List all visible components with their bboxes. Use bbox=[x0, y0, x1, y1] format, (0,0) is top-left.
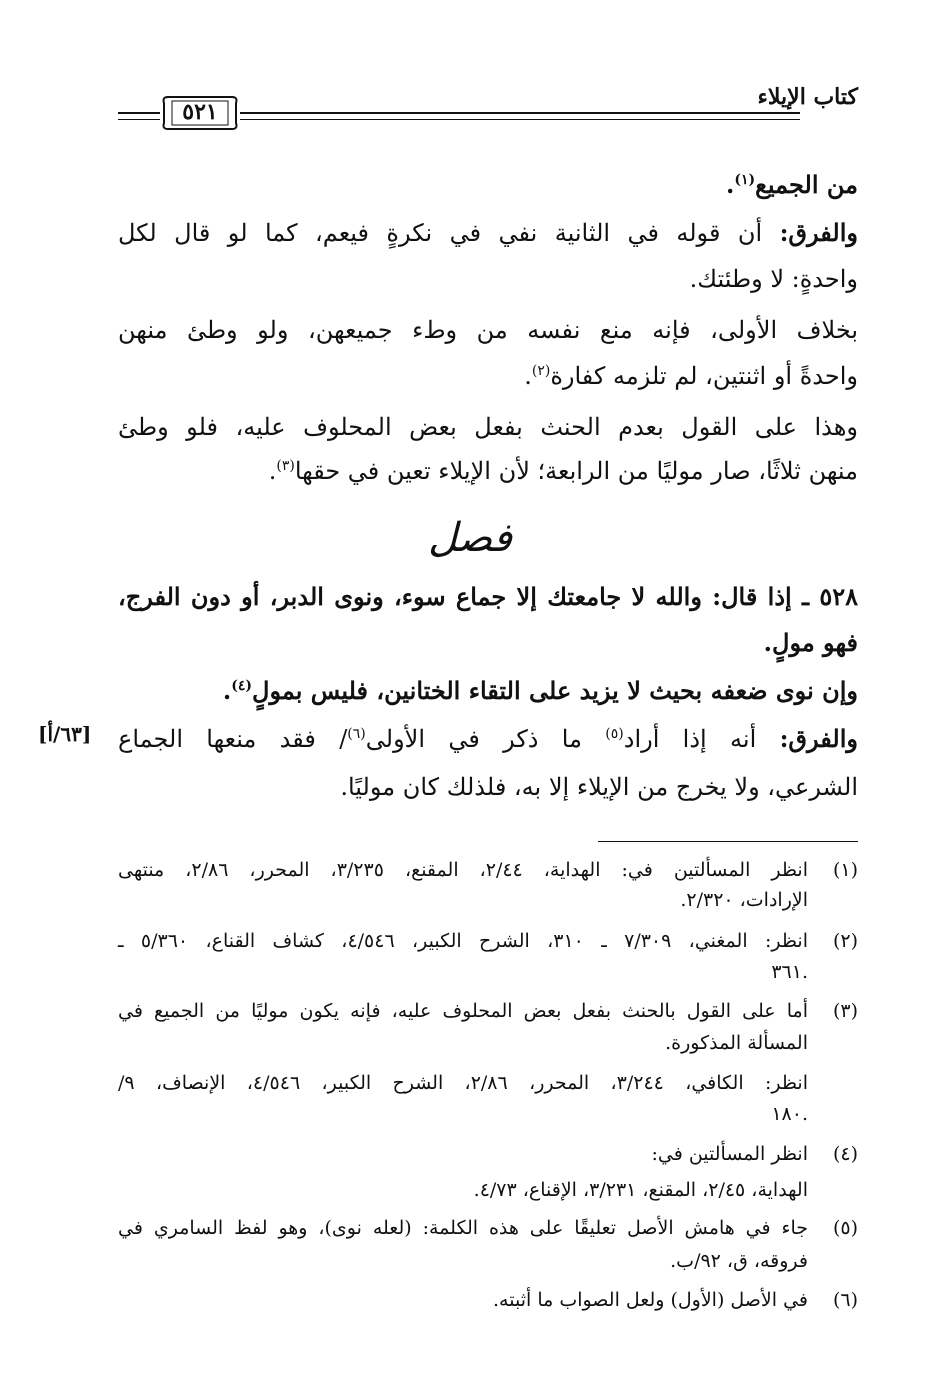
issue-528-line-3: وإن نوى ضعفه بحيث لا يزيد على التقاء الختانين، فليس بمولٍ$^{(٤)}$. bbox=[222, 676, 858, 705]
issue-528-line-2: فهو مولٍ. bbox=[763, 628, 858, 657]
footnote-number-2: (٢) bbox=[832, 930, 858, 952]
footnote-ref: (٦) bbox=[347, 726, 366, 742]
footnote-number-1: (١) bbox=[832, 859, 858, 881]
footnote-4-line-2: الهداية، ٢/٤٥، المقنع، ٣/٢٣١، الإقناع، ٤/٧٣. bbox=[473, 1179, 808, 1201]
difference-label: والفرق: bbox=[779, 218, 858, 247]
footnote-number-4: (٤) bbox=[832, 1143, 858, 1165]
footnote-5-line-1: جاء في هامش الأصل تعليقًا على هذه الكلمة: (لعله نوى)، وهو لفظ السامري في bbox=[118, 1217, 808, 1239]
text-line-7: منهن ثلاثًا، صار موليًا من الرابعة؛ لأن الإيلاء تعين في حقها$^{(٣)}$. bbox=[268, 457, 858, 485]
footnote-ref: (٤) bbox=[231, 678, 253, 694]
page-number-frame bbox=[160, 93, 240, 133]
text-line-11: والفرق: أنه إذا أراد$^{(٥)}$ ما ذكر في الأولى$^{(٦)}$/ فقد منعها الجماع bbox=[118, 724, 858, 753]
footnote-ref: (٥) bbox=[605, 726, 624, 742]
manuscript-folio-ref: [٦٣/أ] bbox=[38, 722, 92, 746]
footnote-4-line-1: انظر المسألتين في: bbox=[651, 1143, 808, 1165]
footnote-separator bbox=[598, 841, 858, 842]
footnote-number-5: (٥) bbox=[832, 1217, 858, 1239]
difference-label: والفرق: bbox=[779, 724, 858, 753]
footnote-number-3: (٣) bbox=[832, 1000, 858, 1022]
text-line-4: بخلاف الأولى، فإنه منع نفسه من وطء جميعهن، ولو وطئ منهن bbox=[118, 316, 858, 344]
footnote-ref: (٣) bbox=[276, 458, 295, 474]
header-rule bbox=[240, 112, 800, 114]
section-heading-fasl: فصل bbox=[427, 515, 513, 561]
footnote-3-line-1: أما على القول بالحنث بفعل بعض المحلوف عليه، فإنه يكون موليًا من الجميع في bbox=[118, 1000, 808, 1022]
footnote-5-line-2: فروقه، ق، ٩٢/ب. bbox=[670, 1250, 808, 1272]
text-line-12: الشرعي، ولا يخرج من الإيلاء إلا به، فلذلك كان موليًا. bbox=[340, 773, 858, 801]
page-number: ٥٢١ bbox=[182, 99, 218, 125]
footnote-3-line-4: ١٨٠. bbox=[771, 1103, 808, 1125]
text-line-5: واحدةً أو اثنتين، لم تلزمه كفارة$^{(٢)}$. bbox=[524, 362, 858, 390]
footnote-3-line-2: المسألة المذكورة. bbox=[665, 1032, 808, 1054]
footnote-2-line-1: انظر: المغني، ٧/٣٠٩ ـ ٣١٠، الشرح الكبير، ٤/٥٤٦، كشاف القناع، ٥/٣٦٠ ـ bbox=[118, 930, 808, 952]
header-rule-thin bbox=[240, 119, 800, 120]
footnote-2-line-2: ٣٦١. bbox=[771, 961, 808, 983]
footnote-ref: (٢) bbox=[531, 363, 551, 379]
footnote-1-line-1: انظر المسألتين في: الهداية، ٢/٤٤، المقنع، ٣/٢٣٥، المحرر، ٢/٨٦، منتهى bbox=[118, 859, 808, 881]
text-line-6: وهذا على القول بعدم الحنث بفعل بعض المحلوف عليه، فلو وطئ bbox=[118, 413, 858, 441]
running-head-title: كتاب الإيلاء bbox=[757, 84, 858, 110]
footnote-ref: (١) bbox=[734, 172, 756, 188]
footnote-1-line-2: الإرادات، ٢/٣٢٠. bbox=[680, 889, 808, 911]
text-line-3: واحدةٍ: لا وطئتك. bbox=[689, 265, 858, 293]
text-line-2: والفرق: أن قوله في الثانية نفي في نكرةٍ فيعم، كما لو قال لكل bbox=[118, 218, 858, 247]
footnote-3-line-3: انظر: الكافي، ٣/٢٤٤، المحرر، ٢/٨٦، الشرح الكبير، ٤/٥٤٦، الإنصاف، ٩/ bbox=[118, 1072, 808, 1094]
text-line-1: من الجميع$^{(١)}$. bbox=[726, 170, 858, 199]
header-rule-left bbox=[118, 112, 160, 114]
issue-528-line-1: ٥٢٨ ـ إذا قال: والله لا جامعتك إلا جماع سوء، ونوى الدبر، أو دون الفرج، bbox=[118, 582, 858, 611]
header-rule-left-thin bbox=[118, 119, 160, 120]
footnote-6-line-1: في الأصل (الأول) ولعل الصواب ما أثبته. bbox=[493, 1289, 808, 1311]
footnote-number-6: (٦) bbox=[832, 1289, 858, 1311]
